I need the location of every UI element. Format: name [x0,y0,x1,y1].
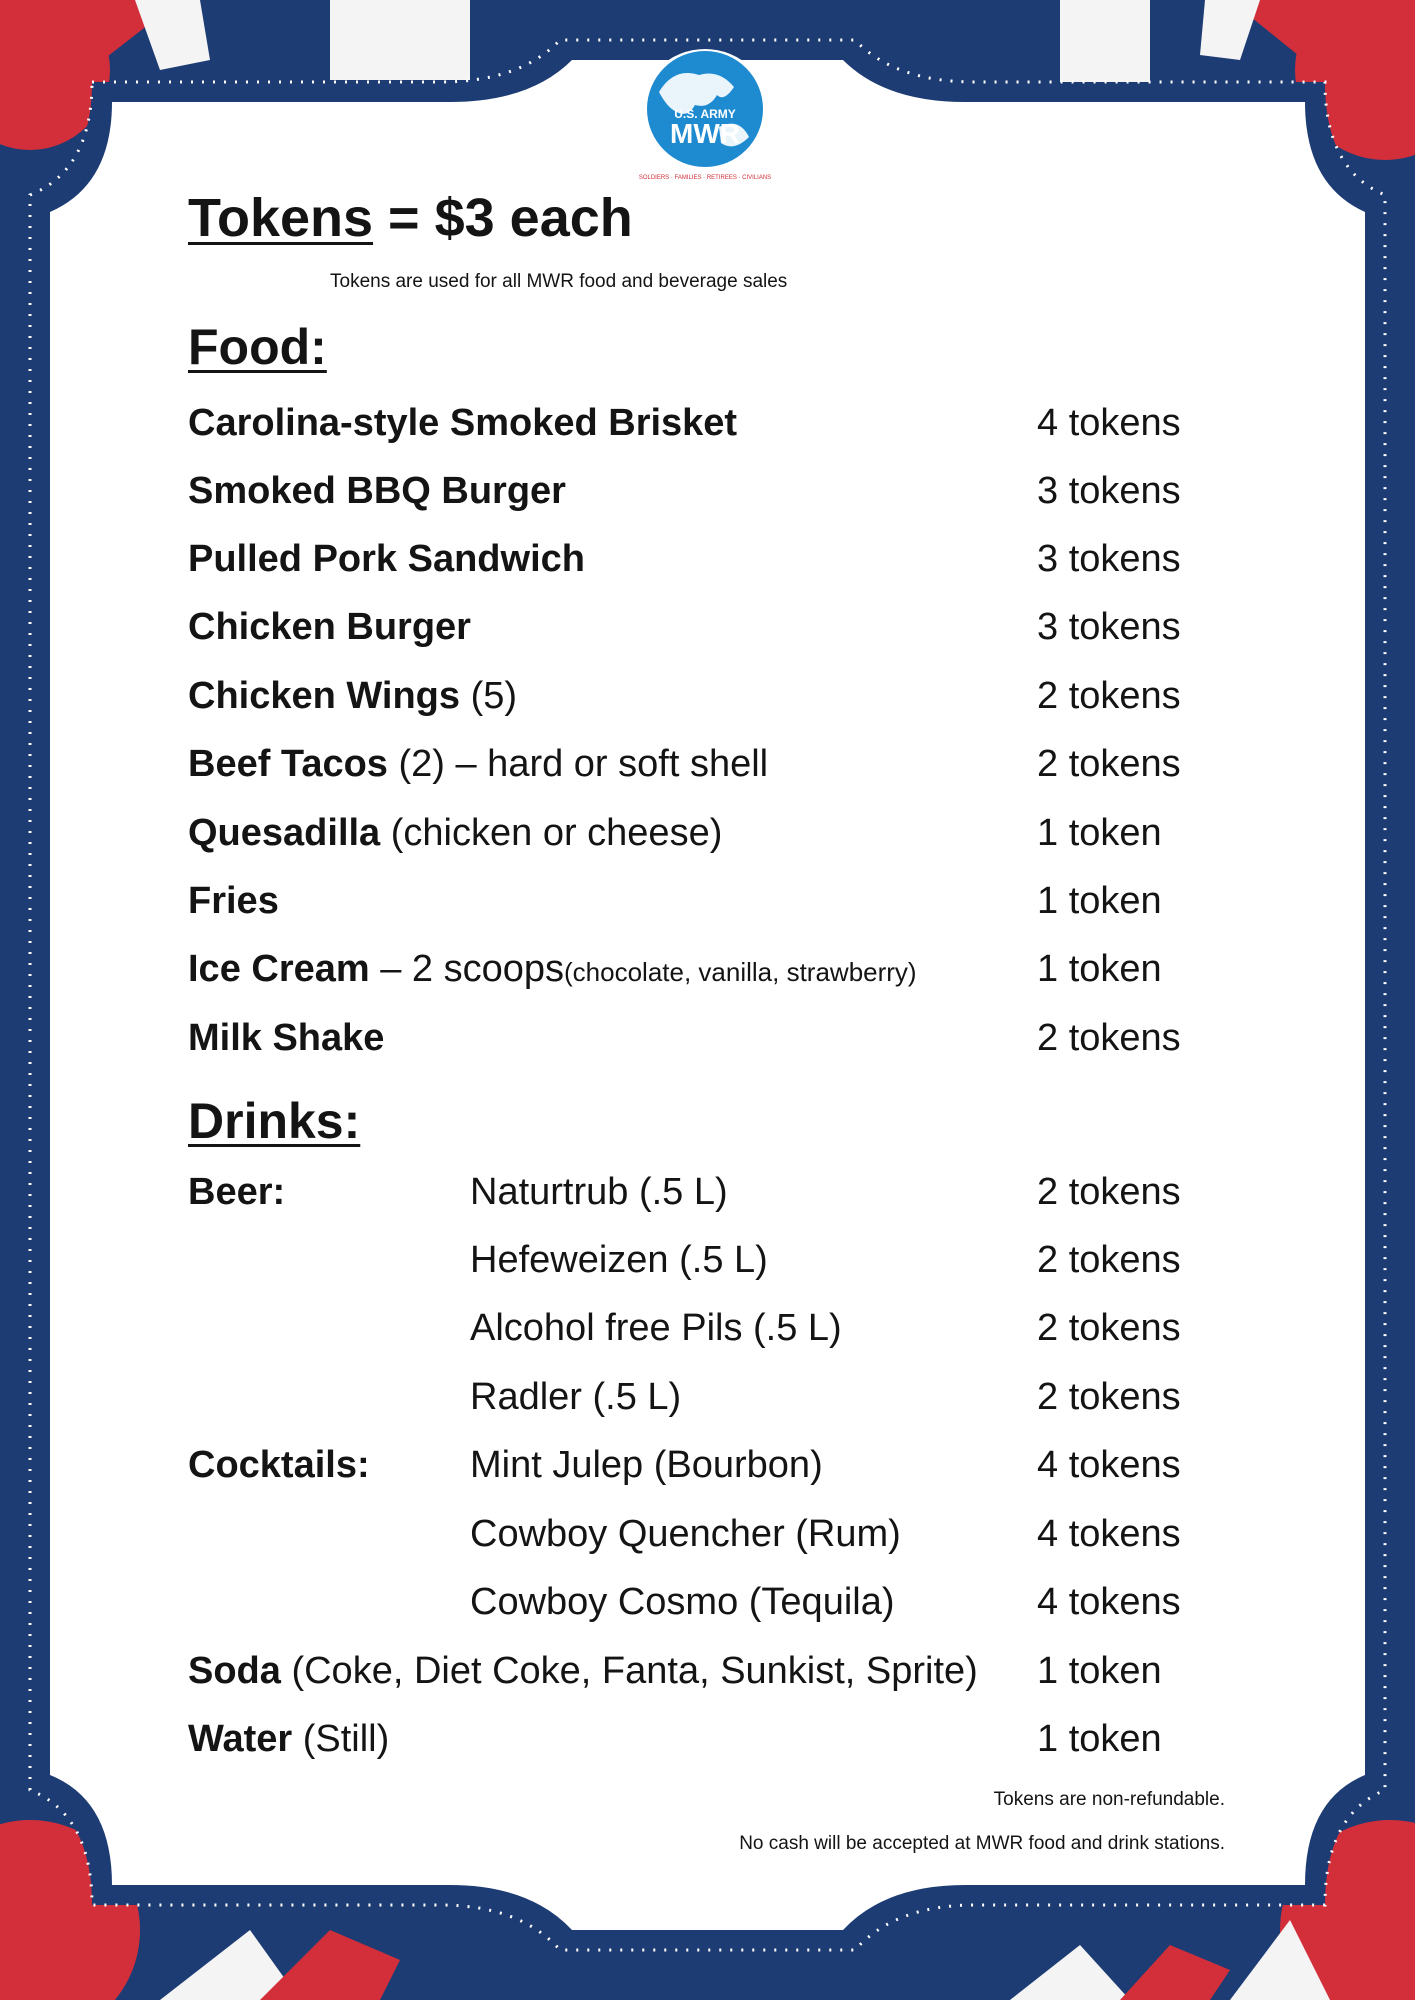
drink-item: Hefeweizen (.5 L) [470,1239,768,1281]
item-price: 4 tokens [1037,1581,1181,1623]
item-price: 3 tokens [1037,606,1181,648]
item-price: 2 tokens [1037,1239,1181,1281]
title-price: = $3 each [373,188,633,248]
menu-item: Ice Cream – 2 scoops(chocolate, vanilla, strawberry) [188,948,917,990]
us-army-mwr-logo [629,47,781,189]
drink-item: Mint Julep (Bourbon) [470,1444,823,1486]
menu-item: Chicken Burger [188,606,471,648]
beer-label: Beer: [188,1171,286,1213]
food-heading: Food: [188,319,327,375]
item-price: 2 tokens [1037,1307,1181,1349]
cocktails-label: Cocktails: [188,1444,370,1486]
page-title [188,187,633,249]
item-price: 1 token [1037,1718,1162,1760]
svg-text:MWR: MWR [670,118,740,149]
item-price: 2 tokens [1037,743,1181,785]
drink-item: Radler (.5 L) [470,1376,682,1418]
subtitle: Tokens are used for all MWR food and beverage sales [330,271,788,292]
item-price: 2 tokens [1037,1171,1181,1213]
drink-item: Naturtrub (.5 L) [470,1171,728,1213]
menu-item: Chicken Wings (5) [188,675,518,717]
menu-item: Milk Shake [188,1017,385,1059]
item-price: 4 tokens [1037,402,1181,444]
menu-item: Carolina-style Smoked Brisket [188,402,738,444]
item-price: 2 tokens [1037,1376,1181,1418]
cash-note: No cash will be accepted at MWR food and drink stations. [739,1833,1225,1854]
svg-text:SOLDIERS · FAMILIES · RETIREES: SOLDIERS · FAMILIES · RETIREES · CIVILIANS [638,175,772,181]
menu-item: Fries [188,880,279,922]
item-price: 2 tokens [1037,675,1181,717]
drink-item: Cowboy Cosmo (Tequila) [470,1581,895,1623]
item-price: 1 token [1037,880,1162,922]
menu-item: Soda (Coke, Diet Coke, Fanta, Sunkist, Sprite) [188,1650,978,1692]
menu-item: Quesadilla (chicken or cheese) [188,812,723,854]
drink-item: Cowboy Quencher (Rum) [470,1513,901,1555]
menu-item: Water (Still) [188,1718,390,1760]
svg-text:U.S. ARMY: U.S. ARMY [674,107,736,121]
item-price: 1 token [1037,1650,1162,1692]
menu-item: Pulled Pork Sandwich [188,538,585,580]
drinks-heading: Drinks: [188,1093,361,1149]
item-price: 1 token [1037,812,1162,854]
item-price: 2 tokens [1037,1017,1181,1059]
item-price: 3 tokens [1037,470,1181,512]
refund-note: Tokens are non-refundable. [993,1789,1225,1810]
menu-item: Beef Tacos (2) – hard or soft shell [188,743,769,785]
title-tokens-word: Tokens [188,188,374,248]
item-price: 4 tokens [1037,1513,1181,1555]
item-price: 4 tokens [1037,1444,1181,1486]
drink-item: Alcohol free Pils (.5 L) [470,1307,842,1349]
item-price: 3 tokens [1037,538,1181,580]
menu-item: Smoked BBQ Burger [188,470,566,512]
item-price: 1 token [1037,948,1162,990]
